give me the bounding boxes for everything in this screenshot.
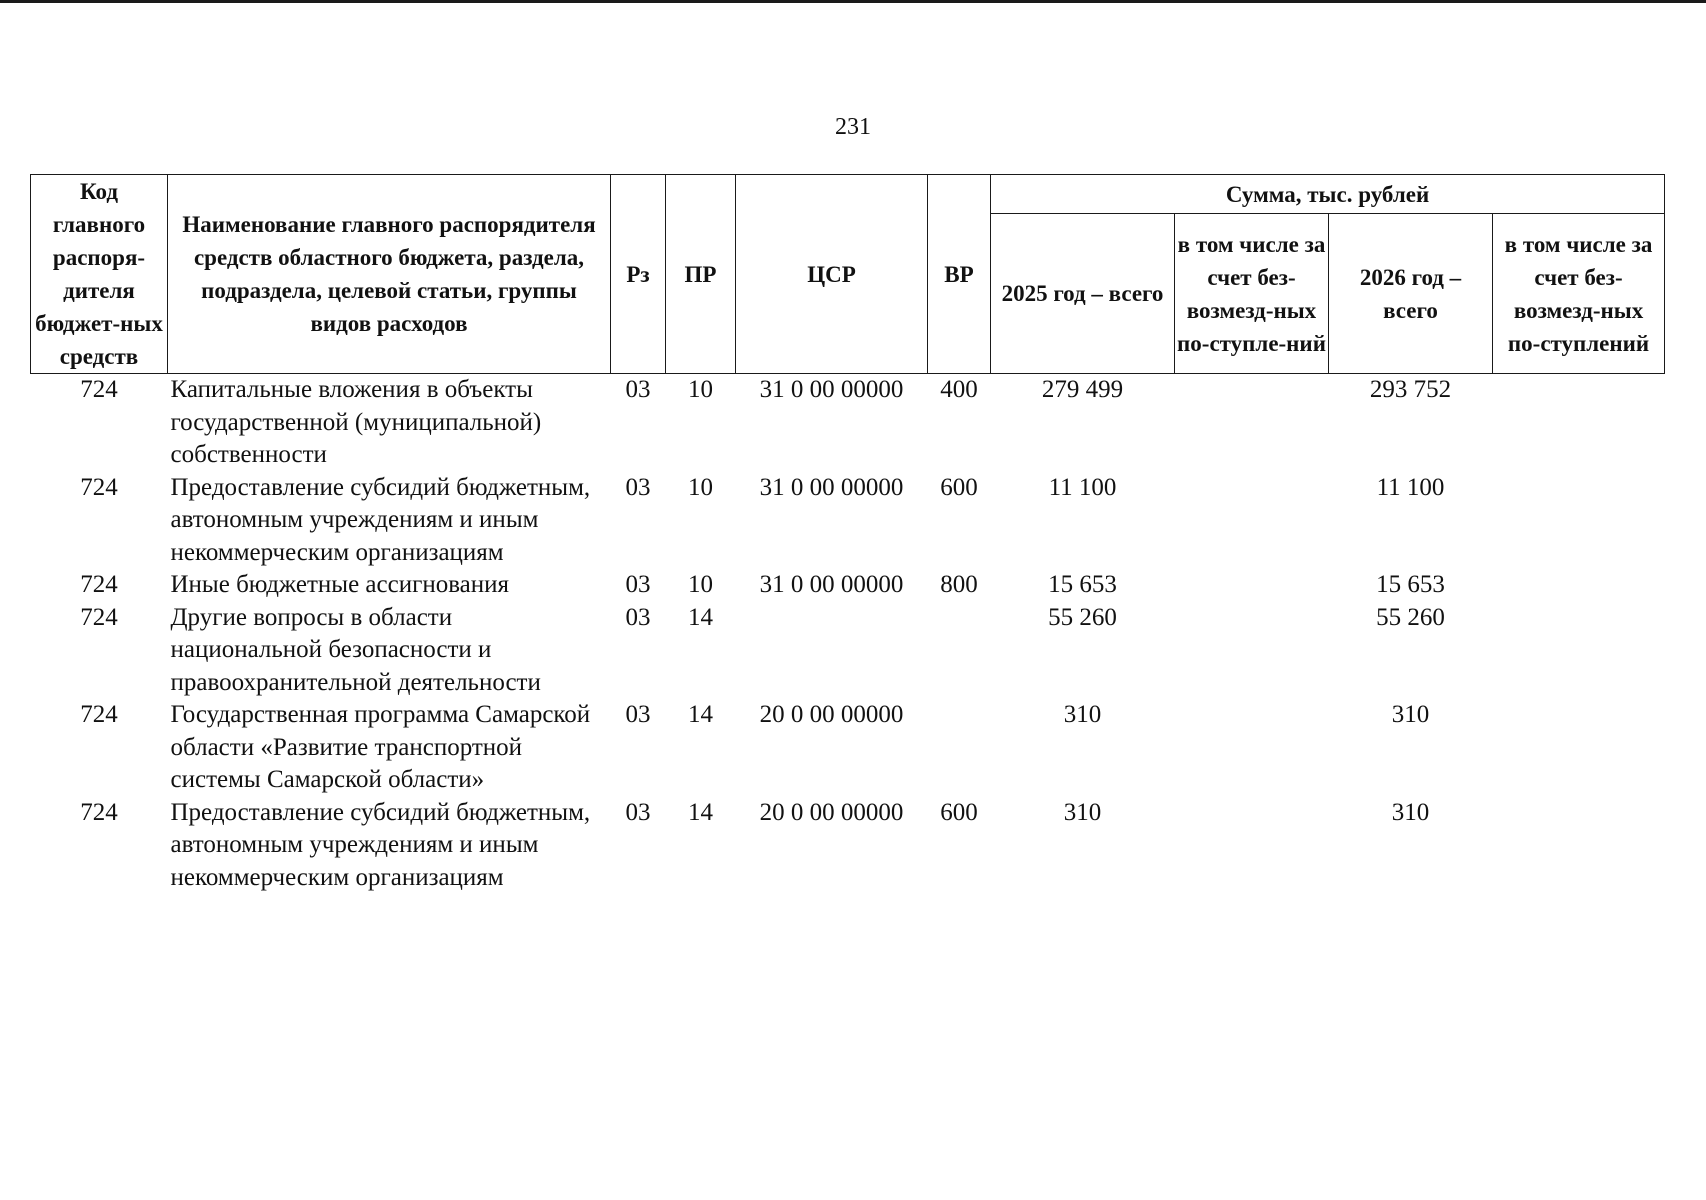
cell-name: Другие вопросы в области национальной безопасности и правоохранительной деятельности [170,603,541,696]
table-row [31,797,1665,895]
cell-code: 724 [80,603,118,631]
cell-2025-total: 55 260 [1048,603,1117,631]
cell-2025-total: 11 100 [1048,473,1117,501]
header-code: Код главного распоря-дителя бюджет-ных средств [31,175,168,374]
cell-rz: 03 [625,603,651,631]
cell-2025-grants [1175,569,1329,602]
cell-vr: 400 [940,376,978,403]
cell-pr: 14 [688,603,713,631]
cell-pr: 14 [688,701,713,728]
cell-2025-grants [1175,699,1329,797]
cell-2026-total: 11 100 [1376,473,1445,501]
table-row [31,569,1665,602]
cell-name: Капитальные вложения в объекты государственной (муниципальной) собственности [170,376,542,468]
cell-code: 724 [80,701,118,728]
cell-csr: 31 0 00 00000 [759,571,904,598]
cell-2026-grants [1493,797,1665,895]
cell-rz: 03 [625,473,651,501]
cell-2026-total: 55 260 [1376,603,1445,631]
header-sum: Сумма, тыс. рублей [991,175,1665,214]
cell-name: Предоставление субсидий бюджетным, автономным учреждениям и иным некоммерческим организациям [170,473,591,566]
cell-rz: 03 [625,376,651,403]
cell-csr [736,602,928,700]
cell-code: 724 [80,473,118,501]
cell-2025-grants [1175,797,1329,895]
cell-csr: 20 0 00 00000 [759,701,904,728]
table-row [31,602,1665,700]
cell-name: Предоставление субсидий бюджетным, автономным учреждениям и иным некоммерческим организациям [170,798,591,891]
cell-csr: 31 0 00 00000 [759,473,904,501]
cell-2025-grants [1175,602,1329,700]
cell-vr: 600 [940,798,978,826]
table-row [31,699,1665,797]
cell-pr: 14 [688,798,713,826]
cell-rz: 03 [625,571,651,598]
header-2026-total: 2026 год – всего [1329,214,1493,374]
cell-vr: 600 [940,473,978,501]
header-csr: ЦСР [736,175,928,374]
top-border-line [0,0,1706,3]
header-vr: ВР [928,175,991,374]
cell-2026-total: 310 [1391,701,1430,728]
cell-2026-grants [1493,569,1665,602]
cell-name: Государственная программа Самарской области «Развитие транспортной системы Самарской области» [170,701,591,793]
table-body [31,374,1665,895]
cell-2026-grants [1493,602,1665,700]
cell-rz: 03 [625,701,651,728]
cell-vr [928,602,991,700]
cell-2026-total: 310 [1391,798,1430,826]
header-name: Наименование главного распорядителя средств областного бюджета, раздела, подраздела, целевой статьи, группы видов расходов [168,175,611,374]
cell-csr: 31 0 00 00000 [759,376,904,403]
cell-2026-total: 293 752 [1369,376,1452,403]
header-2025-total: 2025 год – всего [991,214,1175,374]
cell-pr: 10 [688,571,713,598]
budget-table [30,174,1665,894]
cell-rz: 03 [625,798,651,826]
cell-pr: 10 [688,473,713,501]
cell-2026-grants [1493,374,1665,472]
cell-code: 724 [80,376,118,403]
header-2026-grants: в том числе за счет без-возмезд-ных по-ступлений [1493,214,1665,374]
cell-csr: 20 0 00 00000 [759,798,904,826]
cell-2026-grants [1493,699,1665,797]
cell-code: 724 [80,798,118,826]
table-header [31,175,1665,374]
cell-code: 724 [80,571,118,598]
header-2025-grants: в том числе за счет без-возмезд-ных по-ступле-ний [1175,214,1329,374]
cell-2025-total: 15 653 [1048,571,1117,598]
cell-pr: 10 [688,376,713,403]
header-rz: Рз [611,175,666,374]
cell-name: Иные бюджетные ассигнования [170,571,510,598]
cell-vr: 800 [940,571,978,598]
cell-vr [928,699,991,797]
cell-2026-grants [1493,472,1665,570]
cell-2025-total: 279 499 [1041,376,1124,403]
page-number: 231 [835,114,871,140]
cell-2025-grants [1175,472,1329,570]
table-row [31,374,1665,472]
cell-2026-total: 15 653 [1376,571,1445,598]
header-pr: ПР [666,175,736,374]
cell-2025-grants [1175,374,1329,472]
table-row [31,472,1665,570]
cell-2025-total: 310 [1063,798,1102,826]
cell-2025-total: 310 [1063,701,1102,728]
